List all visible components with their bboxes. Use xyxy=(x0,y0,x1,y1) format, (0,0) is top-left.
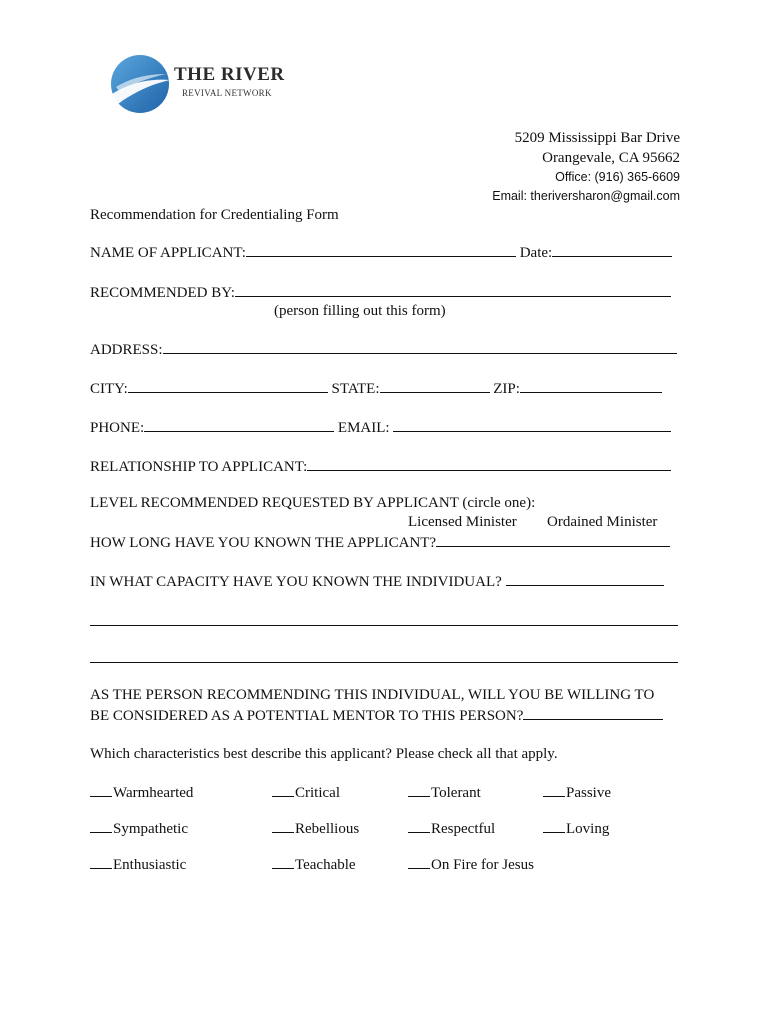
date-field[interactable] xyxy=(552,243,672,257)
check-respectful[interactable]: Respectful xyxy=(408,819,495,838)
mentor-field[interactable] xyxy=(523,706,663,720)
mentor-line-1: AS THE PERSON RECOMMENDING THIS INDIVIDUAL, WILL YOU BE WILLING TO xyxy=(90,687,655,703)
state-label: STATE: xyxy=(331,381,380,397)
state-field[interactable] xyxy=(380,379,490,393)
check-loving[interactable]: Loving xyxy=(543,819,609,838)
mentor-line-2: BE CONSIDERED AS A POTENTIAL MENTOR TO THIS PERSON? xyxy=(90,708,524,724)
check-critical[interactable]: Critical xyxy=(272,783,340,802)
logo xyxy=(108,54,298,114)
check-enthusiastic[interactable]: Enthusiastic xyxy=(90,855,186,874)
email-label: EMAIL: xyxy=(337,420,390,436)
address-field[interactable] xyxy=(163,340,677,354)
check-passive[interactable]: Passive xyxy=(543,783,611,802)
capacity-extra-line-1[interactable] xyxy=(90,625,678,626)
address-row xyxy=(90,340,677,359)
river-logo-icon xyxy=(108,54,172,114)
how-long-label: HOW LONG HAVE YOU KNOWN THE APPLICANT? xyxy=(90,535,437,551)
address-label: ADDRESS: xyxy=(90,342,163,358)
name-label: NAME OF APPLICANT: xyxy=(90,245,246,261)
date-label: Date: xyxy=(519,245,553,261)
level-label: LEVEL RECOMMENDED REQUESTED BY APPLICANT (circle one): xyxy=(90,495,536,511)
check-sympathetic[interactable]: Sympathetic xyxy=(90,819,188,838)
check-rebellious[interactable]: Rebellious xyxy=(272,819,359,838)
phone-label: PHONE: xyxy=(90,420,145,436)
zip-label: ZIP: xyxy=(493,381,520,397)
city-field[interactable] xyxy=(128,379,328,393)
phone-row xyxy=(90,418,671,437)
how-long-row xyxy=(90,533,670,552)
capacity-field[interactable] xyxy=(506,572,664,586)
level-option-licensed[interactable]: Licensed Minister xyxy=(408,514,517,530)
how-long-field[interactable] xyxy=(436,533,670,547)
office-phone: Office: (916) 365-6609 xyxy=(555,170,680,184)
logo-subtitle: REVIVAL NETWORK xyxy=(182,88,272,98)
relationship-label: RELATIONSHIP TO APPLICANT: xyxy=(90,459,308,475)
street-address: 5209 Mississippi Bar Drive xyxy=(514,130,680,146)
recommended-hint: (person filling out this form) xyxy=(274,303,446,319)
logo-title: THE RIVER xyxy=(174,64,285,85)
city-address: Orangevale, CA 95662 xyxy=(542,150,680,166)
address-block xyxy=(492,128,680,206)
check-warmhearted[interactable]: Warmhearted xyxy=(90,783,193,802)
relationship-field[interactable] xyxy=(307,457,671,471)
mentor-row xyxy=(90,706,663,725)
name-field[interactable] xyxy=(246,243,516,257)
phone-field[interactable] xyxy=(144,418,334,432)
city-label: CITY: xyxy=(90,381,128,397)
zip-field[interactable] xyxy=(520,379,662,393)
name-row xyxy=(90,243,672,262)
check-tolerant[interactable]: Tolerant xyxy=(408,783,481,802)
recommended-label: RECOMMENDED BY: xyxy=(90,285,235,301)
level-option-ordained[interactable]: Ordained Minister xyxy=(547,514,658,530)
recommended-row xyxy=(90,283,671,302)
email-field[interactable] xyxy=(393,418,671,432)
check-teachable[interactable]: Teachable xyxy=(272,855,356,874)
form-title: Recommendation for Credentialing Form xyxy=(90,207,339,223)
city-row xyxy=(90,379,662,398)
capacity-extra-line-2[interactable] xyxy=(90,662,678,663)
check-on-fire-for-jesus[interactable]: On Fire for Jesus xyxy=(408,855,534,874)
capacity-row xyxy=(90,572,664,591)
relationship-row xyxy=(90,457,671,476)
recommended-field[interactable] xyxy=(235,283,671,297)
contact-email: Email: theriversharon@gmail.com xyxy=(492,189,680,203)
capacity-label: IN WHAT CAPACITY HAVE YOU KNOWN THE INDIVIDUAL? xyxy=(90,574,502,590)
characteristics-prompt: Which characteristics best describe this applicant? Please check all that apply. xyxy=(90,746,558,762)
